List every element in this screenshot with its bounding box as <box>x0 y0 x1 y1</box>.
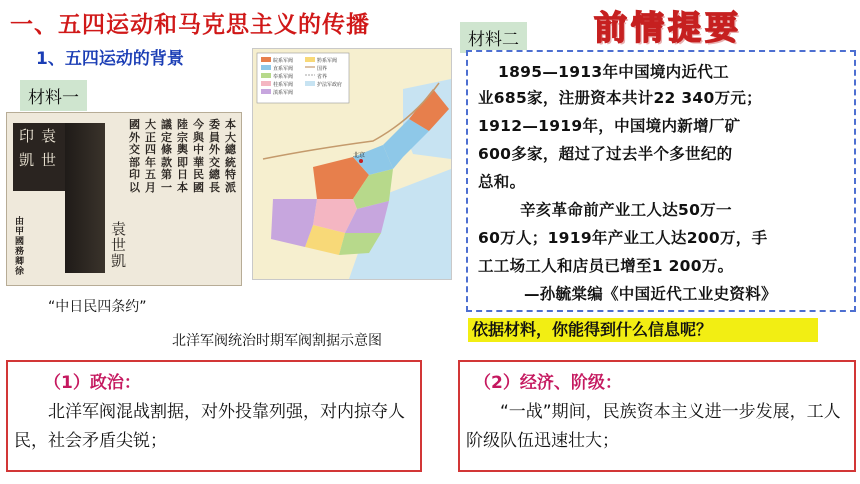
material-two-line: 60万人；1919年产业工人达200万，手 <box>478 229 768 247</box>
map-legend-item: 直系军阀 <box>273 66 294 72</box>
map-graphic <box>253 49 451 279</box>
map-capital-label: 北京 <box>353 152 366 159</box>
material-two-line: 辛亥革命前产业工人达50万一 <box>520 201 732 219</box>
treaty-document-photo <box>6 112 242 286</box>
recap-label: 前情提要 <box>594 8 742 47</box>
map-legend-item: 护法军政府 <box>317 82 343 88</box>
document-footer-text: 由甲國務卿徐 <box>15 217 25 277</box>
document-binding <box>65 123 105 273</box>
map-legend-item: 奉系军阀 <box>273 74 294 80</box>
material-two-line: 1895—1913年中国境内近代工 <box>498 63 729 81</box>
map-legend-item: 省界 <box>317 74 328 80</box>
material-two-line: 工工场工人和店员已增至1 200万。 <box>478 257 734 275</box>
section-subtitle: 1、五四运动的背景 <box>36 49 184 69</box>
politics-box <box>6 360 422 472</box>
material-one-tag: 材料一 <box>20 80 87 111</box>
material-two-tag: 材料二 <box>460 22 527 53</box>
document-text-columns: 本大總統特派 委員外交總長 今與中華民國 陸宗輿即日本 議定條款第一 大正四年五月 國外交部印以 <box>129 118 236 194</box>
politics-heading: （1）政治： <box>44 373 141 393</box>
map-legend-item: 桂系军阀 <box>273 82 294 88</box>
material-two-line: 总和。 <box>478 173 526 191</box>
politics-body: 北洋军阀混战割据，对外投靠列强，对内掠夺人民，社会矛盾尖锐； <box>14 402 405 451</box>
document-signature: 袁世凱 <box>111 220 127 270</box>
economy-heading: （2）经济、阶级： <box>474 373 622 393</box>
map-legend-item: 滇系军阀 <box>273 90 294 96</box>
material-two-source: —孙毓棠编《中国近代工业史资料》 <box>524 285 777 303</box>
question-banner: 依据材料，你能得到什么信息呢？ <box>468 318 818 342</box>
document-caption: “中日民四条约” <box>48 299 147 315</box>
economy-box <box>458 360 856 472</box>
map-caption: 北洋军阀统治时期军阀割据示意图 <box>172 333 382 349</box>
material-two-line: 1912—1919年，中国境内新增厂矿 <box>478 117 741 135</box>
material-two-line: 600多家，超过了过去半个多世纪的 <box>478 145 733 163</box>
map-legend-item: 皖系军阀 <box>273 58 294 64</box>
map-legend-item: 国界 <box>317 66 328 72</box>
economy-body: “一战”期间，民族资本主义进一步发展，工人阶级队伍迅速壮大； <box>466 402 841 451</box>
seal-stamp: 印 袁 凱 世 <box>13 123 65 191</box>
warlord-map <box>252 48 452 280</box>
page-title: 一、五四运动和马克思主义的传播 <box>10 12 370 38</box>
map-legend-item: 黔系军阀 <box>317 58 338 64</box>
material-two-line: 业685家，注册资本共计22 340万元； <box>478 89 762 107</box>
